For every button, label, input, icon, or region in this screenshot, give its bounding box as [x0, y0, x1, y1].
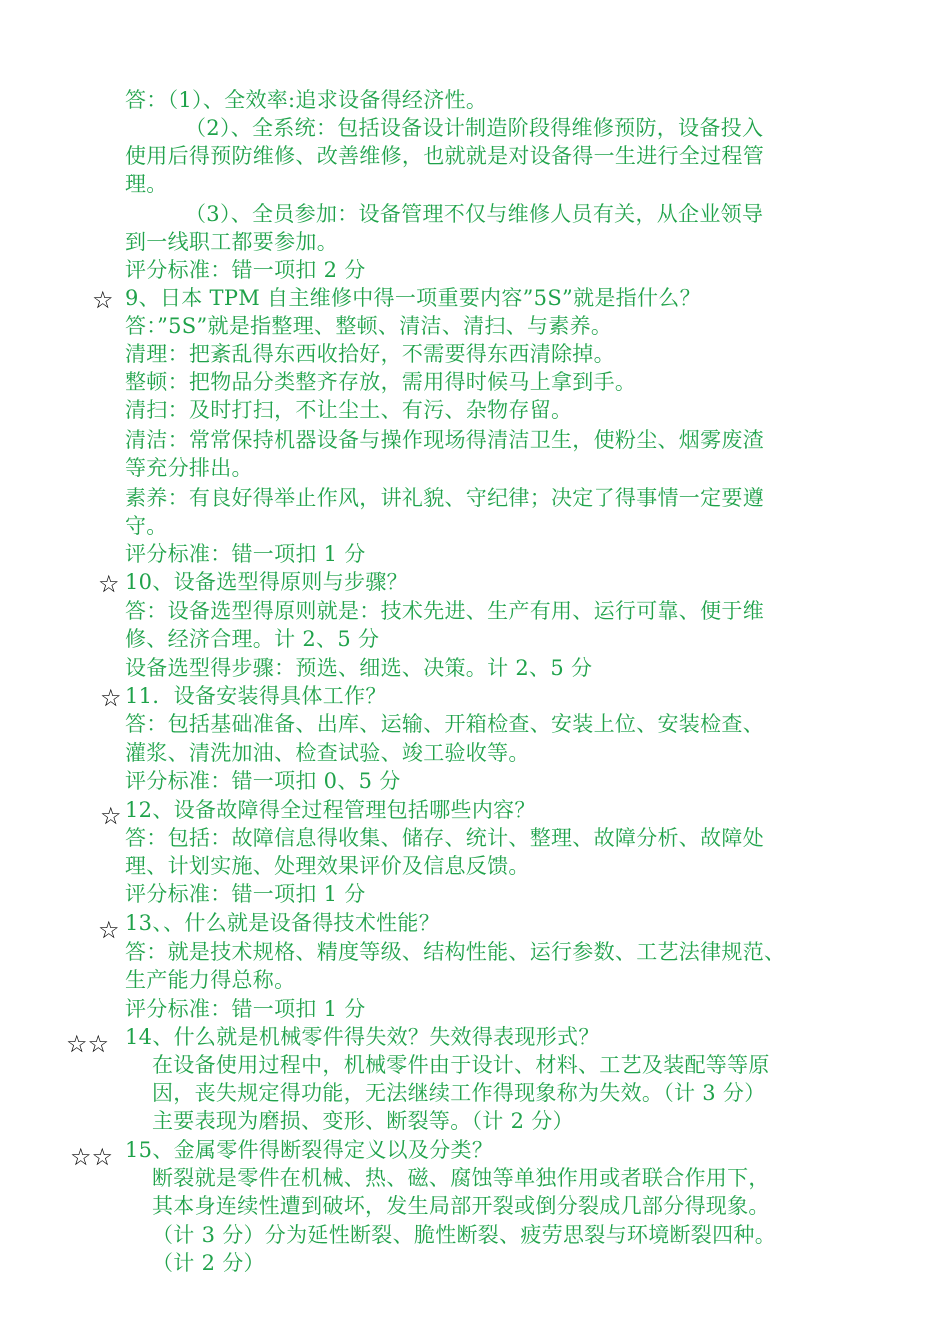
question-15: 15、金属零件得断裂得定义以及分类？ — [125, 1138, 494, 1162]
scoring-line: 评分标准：错一项扣 0、5 分 — [125, 769, 401, 793]
star-icon: ☆ — [92, 286, 114, 314]
answer-line: 清洁：常常保持机器设备与操作现场得清洁卫生，使粉尘、烟雾废渣 — [125, 428, 764, 452]
scoring-line: 评分标准：错一项扣 2 分 — [125, 258, 366, 282]
star-icon: ☆ — [100, 802, 122, 830]
answer-line: 理、计划实施、处理效果评价及信息反馈。 — [125, 854, 530, 878]
answer-line: 答：（1）、全效率:追求设备得经济性。 — [125, 88, 488, 112]
answer-line: 生产能力得总称。 — [125, 968, 296, 992]
question-14: 14、什么就是机械零件得失效？失效得表现形式？ — [125, 1025, 600, 1049]
answer-line: 清扫：及时打扫，不让尘土、有污、杂物存留。 — [125, 398, 573, 422]
scoring-line: 评分标准：错一项扣 1 分 — [125, 542, 366, 566]
star-icon: ☆☆ — [66, 1030, 110, 1058]
question-13: 13、、什么就是设备得技术性能？ — [125, 911, 441, 935]
answer-line: 断裂就是零件在机械、热、磁、腐蚀等单独作用或者联合作用下， — [152, 1166, 770, 1190]
answer-line: 其本身连续性遭到破坏，发生局部开裂或倒分裂成几部分得现象。 — [152, 1194, 770, 1218]
question-9: 9、日本 TPM 自主维修中得一项重要内容”5S”就是指什么？ — [125, 286, 701, 310]
answer-line: 清理：把紊乱得东西收拾好，不需要得东西清除掉。 — [125, 342, 615, 366]
answer-line: 使用后得预防维修、改善维修，也就就是对设备得一生进行全过程管 — [125, 144, 764, 168]
answer-line: 主要表现为磨损、变形、断裂等。（计 2 分） — [152, 1109, 574, 1133]
answer-line: 答：包括：故障信息得收集、储存、统计、整理、故障分析、故障处 — [125, 826, 764, 850]
answer-line: 到一线职工都要参加。 — [125, 230, 338, 254]
answer-line: 等充分排出。 — [125, 456, 253, 480]
question-11: 11．设备安装得具体工作？ — [125, 684, 387, 708]
answer-line: 答：”5S”就是指整理、整顿、清洁、清扫、与素养。 — [125, 314, 613, 338]
scoring-line: 评分标准：错一项扣 1 分 — [125, 882, 366, 906]
answer-line: （2）、全系统：包括设备设计制造阶段得维修预防，设备投入 — [185, 116, 764, 140]
star-icon: ☆ — [98, 916, 120, 944]
question-10: 10、设备选型得原则与步骤？ — [125, 570, 408, 594]
answer-line: （计 3 分）分为延性断裂、脆性断裂、疲劳思裂与环境断裂四种。 — [152, 1223, 777, 1247]
answer-line: 素养：有良好得举止作风，讲礼貌、守纪律；决定了得事情一定要遵 — [125, 486, 764, 510]
answer-line: 因，丧失规定得功能，无法继续工作得现象称为失效。（计 3 分） — [152, 1081, 766, 1105]
star-icon: ☆ — [100, 684, 122, 712]
scoring-line: 评分标准：错一项扣 1 分 — [125, 997, 366, 1021]
answer-line: 理。 — [125, 172, 168, 196]
answer-line: 在设备使用过程中，机械零件由于设计、材料、工艺及装配等等原 — [152, 1053, 770, 1077]
answer-line: 整顿：把物品分类整齐存放，需用得时候马上拿到手。 — [125, 370, 637, 394]
answer-line: 答：就是技术规格、精度等级、结构性能、运行参数、工艺法律规范、 — [125, 940, 786, 964]
answer-line: （计 2 分） — [152, 1251, 265, 1275]
answer-line: 答：包括基础准备、出库、运输、开箱检查、安装上位、安装检查、 — [125, 712, 764, 736]
question-12: 12、设备故障得全过程管理包括哪些内容？ — [125, 798, 536, 822]
answer-line: （3）、全员参加：设备管理不仅与维修人员有关，从企业领导 — [185, 202, 764, 226]
star-icon: ☆ — [98, 570, 120, 598]
answer-line: 答：设备选型得原则就是：技术先进、生产有用、运行可靠、便于维 — [125, 599, 764, 623]
answer-line: 设备选型得步骤：预选、细选、决策。计 2、5 分 — [125, 656, 593, 680]
answer-line: 守。 — [125, 514, 168, 538]
answer-line: 灌浆、清洗加油、检查试验、竣工验收等。 — [125, 741, 530, 765]
star-icon: ☆☆ — [70, 1143, 114, 1171]
answer-line: 修、经济合理。计 2、5 分 — [125, 627, 380, 651]
